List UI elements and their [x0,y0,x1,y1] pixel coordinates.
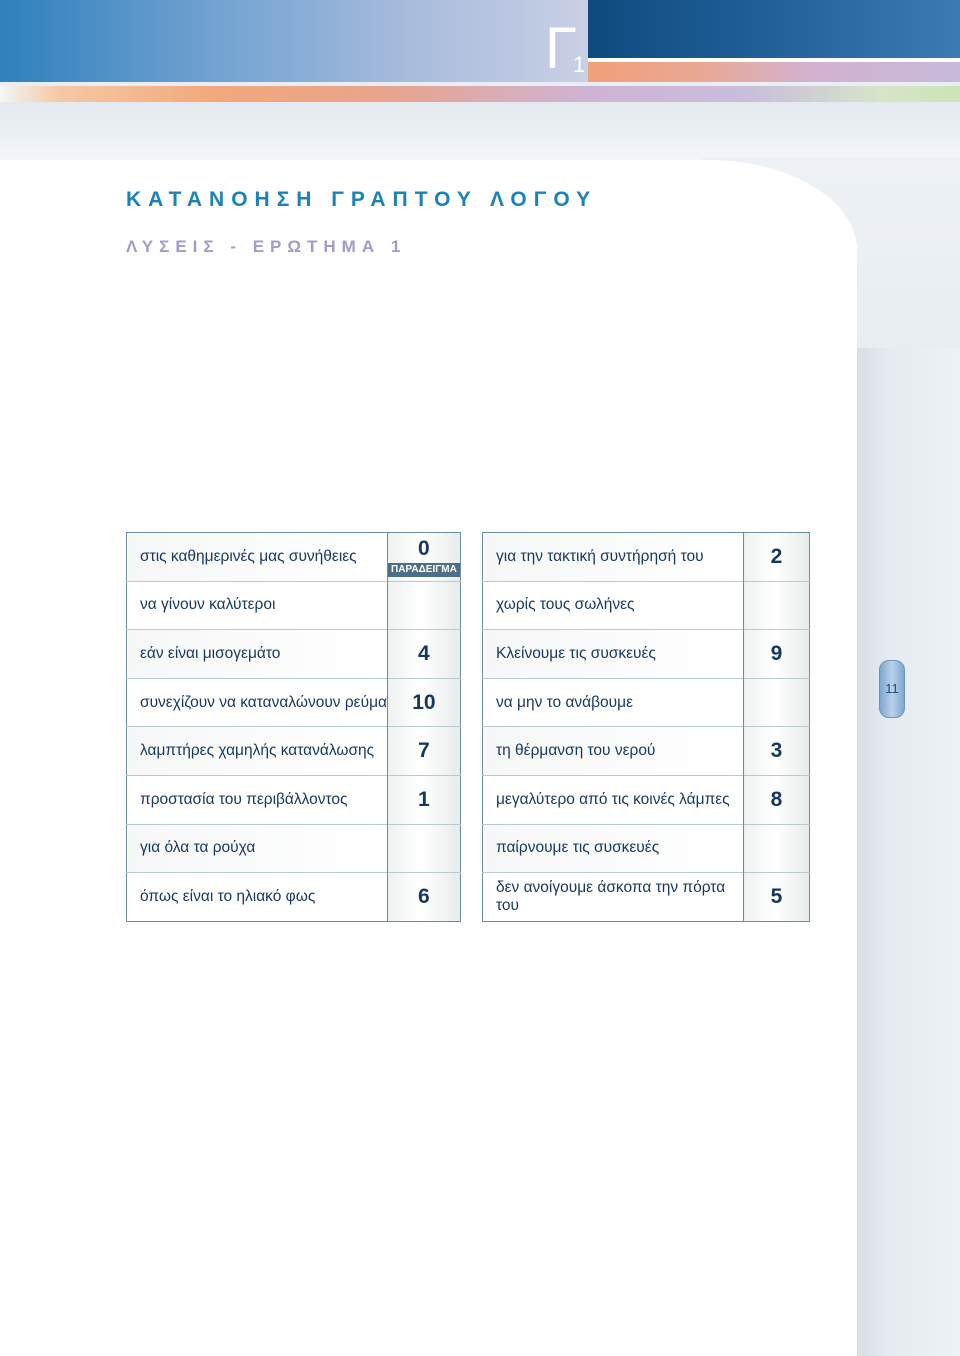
table-row [483,678,810,727]
row-number: 2 [744,533,810,582]
row-number: 0 [418,537,430,561]
row-text: εάν είναι μισογεμάτο [127,630,388,679]
header-fade [0,102,960,162]
row-number [744,678,810,727]
row-number [388,824,461,873]
row-number-cell [388,533,461,582]
page-subtitle: ΛΥΣΕΙΣ - ΕΡΩΤΗΜΑ 1 [126,237,407,256]
table-row [483,775,810,824]
table-row [483,727,810,776]
table-row [483,824,810,873]
answers-table-right [482,532,810,922]
row-number: 9 [744,630,810,679]
header-color-stripe [0,86,960,102]
table-row [127,727,461,776]
table-row [127,775,461,824]
row-number: 4 [388,630,461,679]
row-text: στις καθημερινές μας συνήθειες [127,533,388,582]
row-text: για την τακτική συντήρησή του [483,533,744,582]
row-number [744,581,810,630]
row-number: 8 [744,775,810,824]
row-text: παίρνουμε τις συσκευές [483,824,744,873]
chapter-letter: Γ [545,16,573,81]
row-text: μεγαλύτερο από τις κοινές λάμπες [483,775,744,824]
table-row [483,533,810,582]
row-text: όπως είναι το ηλιακό φως [127,873,388,922]
row-text: λαμπτήρες χαμηλής κατανάλωσης [127,727,388,776]
row-number: 10 [388,678,461,727]
chapter-marker [545,16,586,94]
table-row [483,581,810,630]
row-number: 1 [388,775,461,824]
row-text: δεν ανοίγουμε άσκοπα την πόρτα του [483,873,744,922]
row-number: 3 [744,727,810,776]
row-text: συνεχίζουν να καταναλώνουν ρεύμα [127,678,388,727]
page-number-tab: 11 [879,660,905,718]
answers-table-left [126,532,461,922]
table-row [127,581,461,630]
row-text: Κλείνουμε τις συσκευές [483,630,744,679]
table-row [483,873,810,922]
row-text: προστασία του περιβάλλοντος [127,775,388,824]
table-row [127,824,461,873]
table-row [483,630,810,679]
row-text: να γίνουν καλύτεροι [127,581,388,630]
row-text: για όλα τα ρούχα [127,824,388,873]
header-band-right [588,0,960,58]
table-row [127,533,461,582]
page-title: ΚΑΤΑΝΟΗΣΗ ΓΡΑΠΤΟΥ ΛΟΓΟΥ [126,188,598,211]
chapter-number: 1 [572,52,586,77]
row-number: 7 [388,727,461,776]
example-badge: ΠΑΡΑΔΕΙΓΜΑ [388,563,460,577]
row-text: χωρίς τους σωλήνες [483,581,744,630]
row-number [744,824,810,873]
row-number: 6 [388,873,461,922]
table-row [127,678,461,727]
row-text: τη θέρμανση του νερού [483,727,744,776]
header-band-left [0,0,590,82]
header-color-stripe-right [588,62,960,82]
row-text: να μην το ανάβουμε [483,678,744,727]
table-row [127,873,461,922]
table-row [127,630,461,679]
row-number: 5 [744,873,810,922]
row-number [388,581,461,630]
